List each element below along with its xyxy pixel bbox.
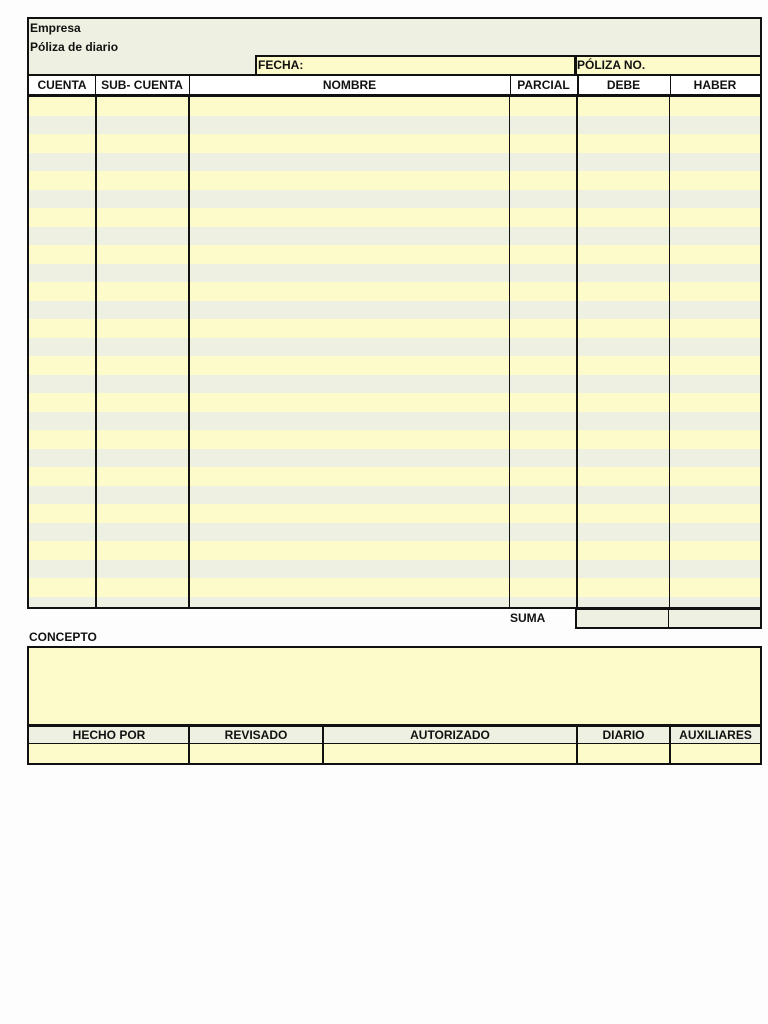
table-row[interactable] [29,356,760,375]
signature-divider [188,744,190,763]
table-row[interactable] [29,208,760,227]
signature-autorizado: AUTORIZADO [410,728,490,742]
fecha-field[interactable] [255,55,576,75]
column-divider [509,97,510,607]
column-header-haber: HABER [693,78,737,92]
table-row[interactable] [29,338,760,357]
table-row[interactable] [29,134,760,153]
table-row[interactable] [29,375,760,394]
entries-table[interactable] [27,95,762,609]
table-row[interactable] [29,264,760,283]
column-header-nombre: NOMBRE [189,76,511,94]
table-row[interactable] [29,393,760,412]
table-row[interactable] [29,486,760,505]
suma-divider [668,610,669,627]
signature-fields-row[interactable] [27,744,762,765]
table-row[interactable] [29,227,760,246]
table-row[interactable] [29,282,760,301]
table-row[interactable] [29,245,760,264]
table-row[interactable] [29,190,760,209]
column-header-row [27,74,762,96]
table-row[interactable] [29,449,760,468]
fecha-label: FECHA: [258,58,304,72]
table-row[interactable] [29,560,760,579]
signature-divider [669,744,671,763]
concepto-field[interactable] [27,646,762,726]
concepto-label: CONCEPTO [29,630,97,644]
table-row[interactable] [29,541,760,560]
signature-header-row [27,725,762,745]
suma-label: SUMA [510,611,546,625]
signature-diario: DIARIO [602,728,645,742]
table-row[interactable] [29,97,760,116]
column-header-debe: DEBE [577,76,671,94]
signature-revisado: REVISADO [224,728,288,742]
poliza-number-field[interactable] [575,55,762,75]
table-row[interactable] [29,153,760,172]
signature-hecho-por: HECHO POR [72,728,146,742]
column-divider [95,97,97,607]
signature-divider [576,744,578,763]
column-divider [669,97,670,607]
suma-totals[interactable] [575,608,762,629]
column-header-subcuenta: SUB- CUENTA [95,76,190,94]
column-header-parcial: PARCIAL [510,76,579,94]
table-row[interactable] [29,171,760,190]
table-row[interactable] [29,578,760,597]
company-name: Empresa [30,21,81,35]
column-header-cuenta: CUENTA [29,76,96,94]
signature-divider [322,744,324,763]
table-row[interactable] [29,523,760,542]
table-row[interactable] [29,319,760,338]
table-row[interactable] [29,116,760,135]
column-divider [576,97,578,607]
table-row[interactable] [29,430,760,449]
table-row[interactable] [29,467,760,486]
document-title: Póliza de diario [30,40,119,54]
signature-auxiliares: AUXILIARES [679,728,752,742]
poliza-label: PÓLIZA NO. [577,58,646,72]
table-row[interactable] [29,412,760,431]
table-row[interactable] [29,301,760,320]
table-row[interactable] [29,504,760,523]
column-divider [188,97,190,607]
